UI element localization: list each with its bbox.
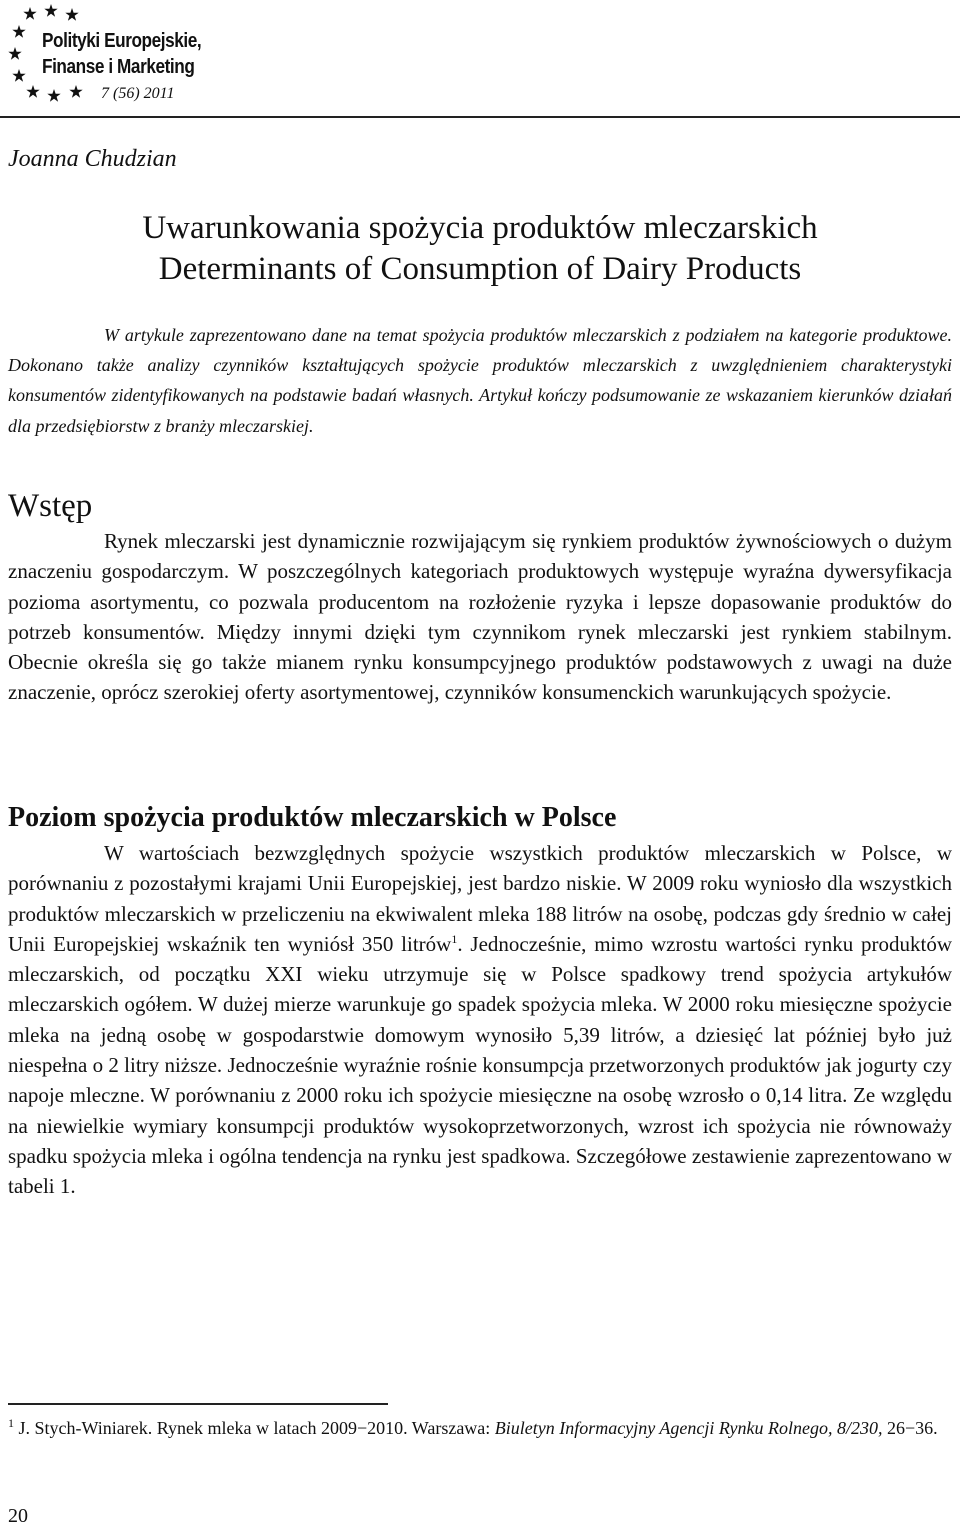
title-polish: Uwarunkowania spożycia produktów mleczarskich bbox=[142, 210, 818, 246]
footnote-reference[interactable]: 1 bbox=[451, 931, 458, 946]
header-divider bbox=[0, 116, 960, 118]
footnote bbox=[8, 1414, 952, 1443]
footnote-source-title: Biuletyn Informacyjny Agencji Rynku Rolnego, 8/230, bbox=[494, 1418, 883, 1438]
paragraph-consumption-level bbox=[8, 838, 952, 1202]
section-heading-intro: Wstęp bbox=[8, 488, 93, 524]
issue-label: 7 (56) 2011 bbox=[101, 85, 175, 102]
title-english: Determinants of Consumption of Dairy Products bbox=[158, 251, 802, 287]
journal-title-line-1: Polityki Europejskie, bbox=[42, 30, 202, 52]
journal-logo bbox=[6, 2, 216, 106]
journal-title-line-2: Finanse i Marketing bbox=[42, 56, 195, 78]
paragraph-text-part-1: W wartościach bezwzględnych spożycie wszystkich produktów mleczarskich w Polsce, w porównaniu z pozostałymi krajami Unii Europejskiej, jest bardzo niskie. W 2009 roku wyniosło dla wszystkich produktów mleczarskich w przeliczeniu na ekwiwalent mleka 188 litrów na osobę, podczas gdy średnio w całej Unii Europejskiej wskaźnik ten wyniósł 350 litrów bbox=[8, 841, 952, 956]
footnote-divider bbox=[8, 1403, 388, 1405]
page-number: 20 bbox=[8, 1505, 28, 1527]
abstract: W artykule zaprezentowano dane na temat spożycia produktów mleczarskich z podziałem na kategorie produktowe. Dokonano także analizy czynników kształtujących spożycie produktów mleczarskich z uwzględnieniem charakterystyki konsumentów zidentyfikowanych na podstawie badań własnych. Artykuł kończy podsumowanie ze wskazaniem kierunków działań dla przedsiębiorstw z branży mleczarskiej. bbox=[8, 325, 952, 436]
footnote-marker: 1 bbox=[8, 1416, 14, 1430]
footnote-pages: 26−36. bbox=[882, 1418, 938, 1438]
author-name: Joanna Chudzian bbox=[8, 146, 177, 172]
section-heading-consumption-level: Poziom spożycia produktów mleczarskich w Polsce bbox=[8, 802, 617, 833]
paragraph-text-part-2: . Jednocześnie, mimo wzrostu wartości rynku produktów mleczarskich, od początku XXI wieku utrzymuje się w Polsce spadkowy trend spożycia artykułów mleczarskich ogółem. W dużej mierze warunkuje go spadek spożycia mleka. W 2000 roku miesięczne spożycie mleka na jedną osobę w gospodarstwie domowym wynosiło 5,39 litrów, a dziesięć lat później było już niespełna o 2 litry niższe. Jednocześnie wyraźnie rośnie konsumpcja przetworzonych produktów jak jogurty czy napoje mleczne. W porównaniu z 2000 roku ich spożycie miesięczne na osobę wzrosło o 0,14 litra. Ze względu na niewielkie wymiary konsumpcji produktów wysokoprzetworzonych, wzrost ich spożycia nie równoważy spadku spożycia mleka i ogólna tendencja na rynku jest spadkowa. Szczegółowe zestawienie zaprezentowano w tabeli 1. bbox=[8, 931, 952, 1199]
paragraph-intro: Rynek mleczarski jest dynamicznie rozwijającym się rynkiem produktów żywnościowych o dużym znaczeniu gospodarczym. W poszczególnych kategoriach produktowych występuje wyraźna dywersyfikacja pozioma asortymentu, co pozwala producentom na rozłożenie ryzyka i lepsze dopasowanie produktów do potrzeb konsumentów. Między innymi dzięki tym czynnikom rynek mleczarski jest rynkiem stabilnym. Obecnie określa się go także mianem rynku konsumpcyjnego produktów podstawowych z uwagi na duże znaczenie, oprócz szerokiej oferty asortymentowej, czynników konsumenckich warunkujących spożycie. bbox=[8, 529, 952, 705]
footnote-text: J. Stych-Winiarek. Rynek mleka w latach 2009−2010. Warszawa: bbox=[14, 1418, 495, 1438]
